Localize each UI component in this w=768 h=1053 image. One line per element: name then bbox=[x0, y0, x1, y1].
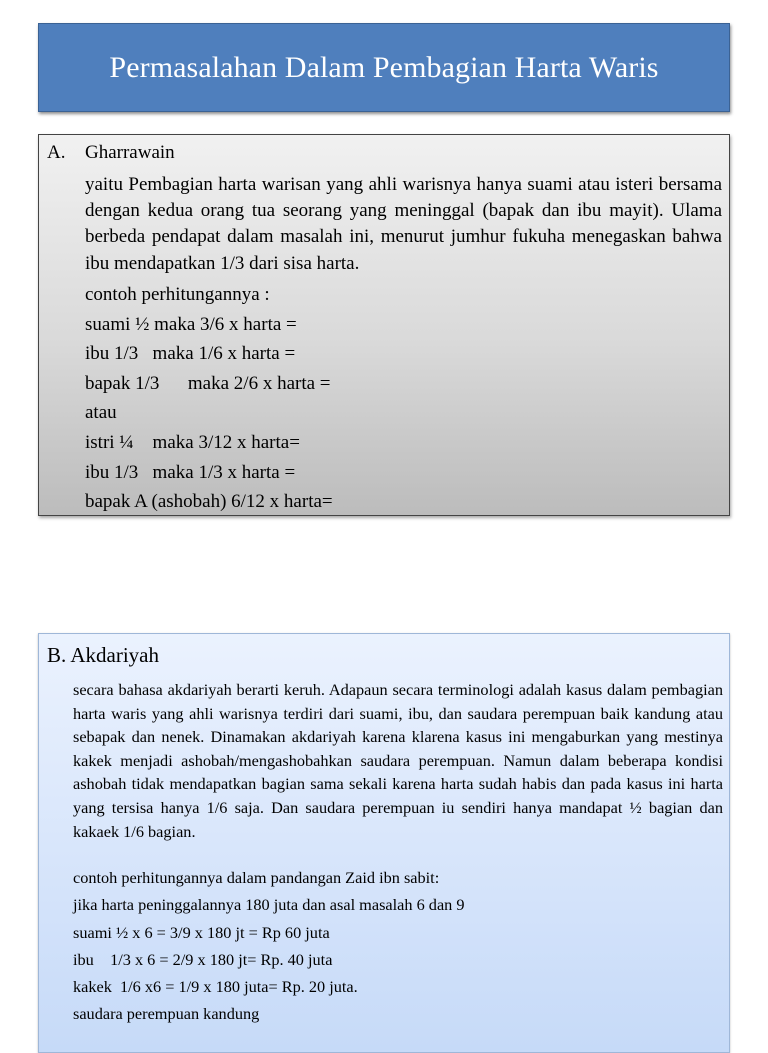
section-a-title: Gharrawain bbox=[85, 142, 175, 163]
page-title: Permasalahan Dalam Pembagian Harta Waris bbox=[109, 50, 659, 84]
list-item: ibu 1/3 maka 1/3 x harta = bbox=[85, 461, 296, 483]
title-banner bbox=[38, 23, 730, 112]
section-a-paragraph: yaitu Pembagian harta warisan yang ahli warisnya hanya suami atau isteri bersama dengan kedua orang tua seorang yang meninggal (bapak dan ibu mayit). Ulama berbeda pendapat dalam masalah ini, menurut jumhur fukuha menegaskan bahwa ibu mendapatkan 1/3 dari sisa harta. bbox=[85, 174, 722, 274]
list-item: kakek 1/6 x6 = 1/9 x 180 juta= Rp. 20 juta. bbox=[73, 977, 358, 997]
section-a-marker: A. bbox=[47, 142, 66, 163]
list-item: ibu 1/3 maka 1/6 x harta = bbox=[85, 343, 296, 365]
section-a-heading bbox=[47, 142, 175, 164]
list-item: istri ¼ maka 3/12 x harta= bbox=[85, 431, 300, 453]
section-b-box bbox=[38, 633, 730, 1053]
section-b-calculation-list bbox=[73, 864, 465, 1028]
list-item: atau bbox=[85, 402, 117, 424]
list-item: contoh perhitungannya : bbox=[85, 284, 270, 305]
list-item: jika harta peninggalannya 180 juta dan asal masalah 6 dan 9 bbox=[73, 895, 465, 915]
list-item: bapak 1/3 maka 2/6 x harta = bbox=[85, 372, 331, 394]
list-item: contoh perhitungannya dalam pandangan Zaid ibn sabit: bbox=[73, 868, 440, 887]
section-b-paragraph: secara bahasa akdariyah berarti keruh. Adapaun secara terminologi adalah kasus dalam pembagian harta waris yang ahli warisnya terdiri dari suami, ibu, dan saudara perempuan baik kandung atau sebapak dan nenek. Dinamakan akdariyah karena klarena kasus ini mengaburkan yang mestinya kakek menjadi ashobah/mengashobahkan saudara perempuan. Namun dalam beberapa kondisi ashobah tidak mendapatkan bagian sama sekali karena harta sudah habis dan pada kasus ini harta yang tersisa hanya 1/6 saja. Dan saudara perempuan iu sendiri hanya mandapat ½ bagian dan kakaek 1/6 bagian. bbox=[73, 680, 723, 841]
list-item: ibu 1/3 x 6 = 2/9 x 180 jt= Rp. 40 juta bbox=[73, 949, 333, 969]
list-item: saudara perempuan kandung bbox=[73, 1004, 260, 1024]
section-b-heading: B. Akdariyah bbox=[47, 643, 159, 667]
list-item: bapak A (ashobah) 6/12 x harta= bbox=[85, 491, 333, 513]
section-a-calculation-list bbox=[85, 280, 333, 517]
list-item: suami ½ maka 3/6 x harta = bbox=[85, 313, 297, 335]
section-a-box bbox=[38, 134, 730, 516]
list-item: suami ½ x 6 = 3/9 x 180 jt = Rp 60 juta bbox=[73, 922, 330, 942]
